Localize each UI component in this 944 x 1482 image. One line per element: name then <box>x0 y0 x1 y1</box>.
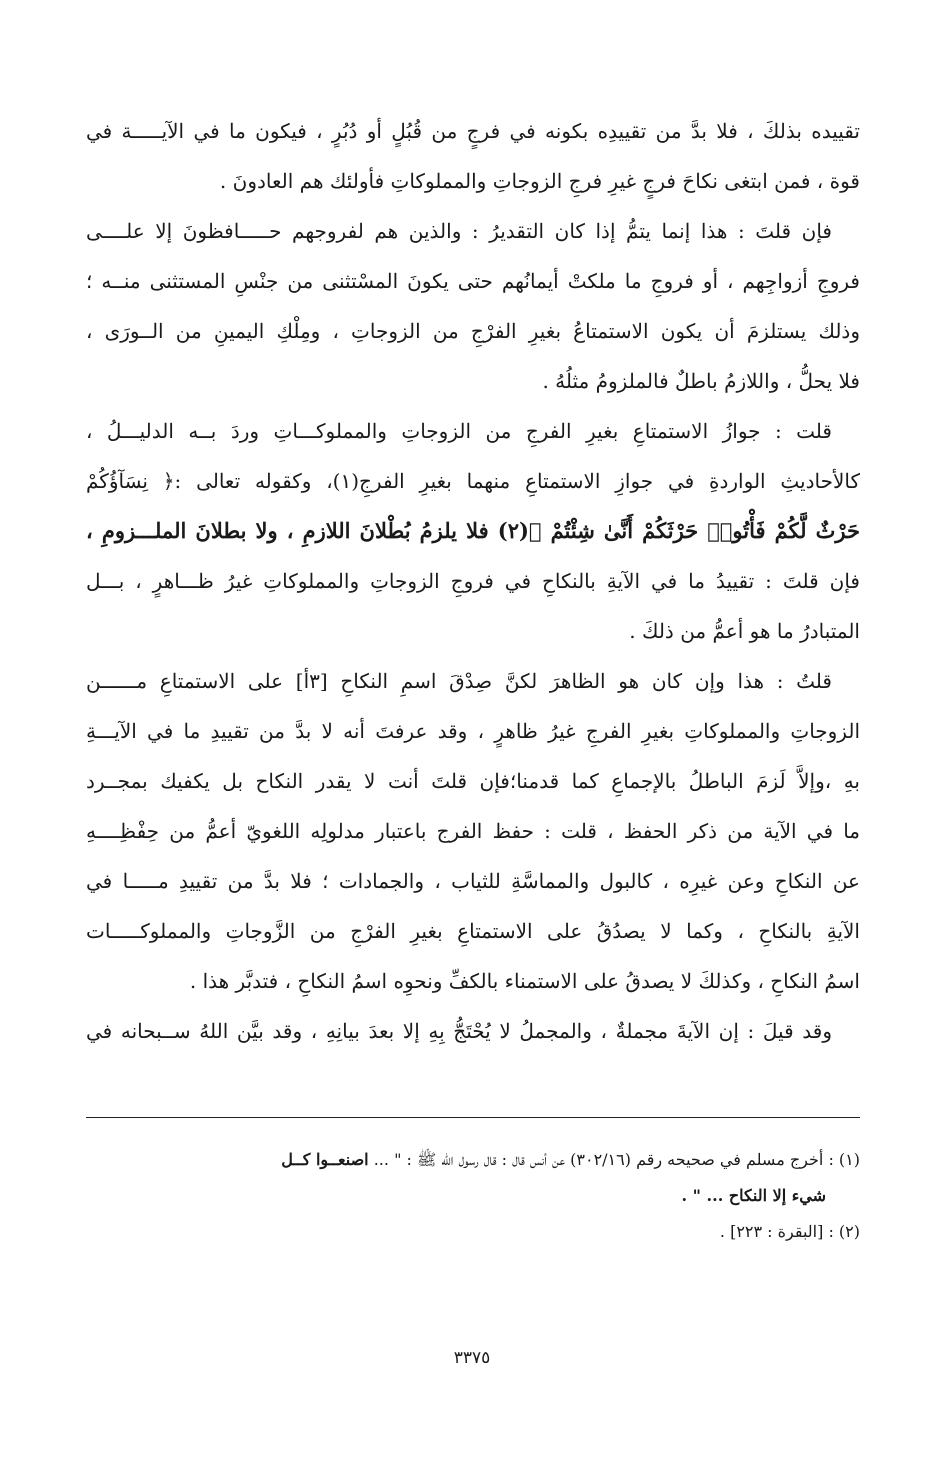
text-line-6: فلا يحلُّ ، واللازمُ باطلٌ فالملزومُ مثلُهُ . <box>542 369 860 393</box>
text-line-17: الآيةِ بالنكاحِ ، وكما لا يصدُقُ على الاستمتاعِ بغيرِ الفرْجِ من الزَّوجاتِ والمملوكـــــات <box>86 919 860 943</box>
text-line-5: وذلك يستلزمَ أن يكون الاستمتاعُ بغيرِ الفرْجِ من الزوجاتِ ، ومِلْكِ اليمينِ من الــورَى ، <box>86 319 860 343</box>
text-line-3: فإن قلتَ : هذا إنما يتمُّ إذا كان التقديرُ : والذين هم لفروجهم حـــــافظونَ إلا علــــى <box>86 219 832 243</box>
footnote-2: (٢) : [البقرة : ٢٢٣] . <box>719 1222 860 1241</box>
text-line-16: عن النكاحِ وعن غيرِه ، كالبول والمماسَّةِ للثياب ، والجمادات ؛ فلا بدَّ من تقييدِ مـــــا في <box>86 869 860 893</box>
footnote-1 <box>86 1142 860 1178</box>
main-text <box>86 106 860 1056</box>
text-line-14: بهِ ،وإلاَّ لَزمَ الباطلُ بالإجماعِ كما قدمنا؛فإن قلتَ أنت لا يقدر النكاح بل يكفيك بمجــرد <box>86 769 860 793</box>
page-number: ٣٣٧٥ <box>453 1348 491 1368</box>
text-line-4: فروجِ أزواجِهم ، أو فروجِ ما ملكتْ أيمانُهم حتى يكونَ المسْتثنى من جنْسِ المستثنى منــه ؛ <box>86 269 860 293</box>
text-line-13: الزوجاتِ والمملوكاتِ بغيرِ الفرجِ غيرُ ظاهرٍ ، وقد عرفتَ أنه لا بدَّ من تقييدِ ما في الآيـــةِ <box>86 719 860 743</box>
text-line-9-quran-verse: حَرْثٌ لَّكُمْ فَأْتُوا۟ حَرْثَكُمْ أَنَّىٰ شِئْتُمْ ﴾(٢) فلا يلزمُ بُطْلانَ اللازمِ ، ولا بطلانَ الملـــزومِ ، <box>86 518 860 543</box>
text-line-7: قلت : جوازُ الاستمتاعِ بغيرِ الفرجِ من الزوجاتِ والمملوكـــاتِ وردَ بــه الدليـــلُ ، <box>86 419 832 443</box>
footnotes <box>86 1142 860 1250</box>
text-line-2: قوة ، فمن ابتغى نكاحَ فرجٍ غيرِ فرجِ الزوجاتِ والمملوكاتِ فأولئك هم العادونَ . <box>219 169 860 193</box>
text-line-11: المتبادرُ ما هو أعمُّ من ذلكَ . <box>629 619 860 643</box>
text-line-10: فإن قلتَ : تقييدُ ما في الآيةِ بالنكاحِ في فروجِ الزوجاتِ والمملوكاتِ غيرُ ظـــاهرٍ ، بـــل <box>86 569 860 593</box>
footnote-1-continuation: شيء إلا النكاح ... " . <box>681 1186 826 1205</box>
text-line-1: تقييده بذلكَ ، فلا بدَّ من تقييدِه بكونه في فرجٍ من قُبُلٍ أو دُبُرٍ ، فيكون ما في الآيـــــة في <box>86 119 860 143</box>
text-line-12: قلتُ : هذا وإن كان هو الظاهرَ لكنَّ صِدْقَ اسمِ النكاحِ [٣أ] على الاستمتاعِ مــــــن <box>86 669 832 693</box>
text-line-19: وقد قيلَ : إن الآيةَ مجملةٌ ، والمجملُ لا يُحْتَجُّ بِهِ إلا بعدَ بيانِهِ ، وقد بيَّن اللهُ ســبحانه في <box>86 1019 832 1043</box>
text-line-15: ما في الآية من ذكر الحفظ ، قلت : حفظ الفرج باعتبار مدلولِه اللغويّ أعمُّ من حِفْظِــــهِ <box>86 819 860 843</box>
text-line-8: كالأحاديثِ الواردةِ في جوازِ الاستمتاعِ منهما بغيرِ الفرجِ(١)، وكقوله تعالى :﴿ نِسَآؤُكُمْ <box>86 469 860 493</box>
footnote-1-text: أخرج مسلم في صحيحه رقم (٣٠٢/١٦) عن أنس قال : قال رسول الله ﷺ : " ... <box>373 1150 824 1169</box>
text-line-18: اسمُ النكاحِ ، وكذلكَ لا يصدقُ على الاستمناء بالكفِّ ونحوِه اسمُ النكاحِ ، فتدبَّر هذا . <box>189 969 860 993</box>
footnote-1-marker: (١) : <box>828 1150 860 1169</box>
footnote-divider <box>86 1117 860 1118</box>
footnote-1-quote: اصنعــوا كــل <box>281 1150 369 1169</box>
